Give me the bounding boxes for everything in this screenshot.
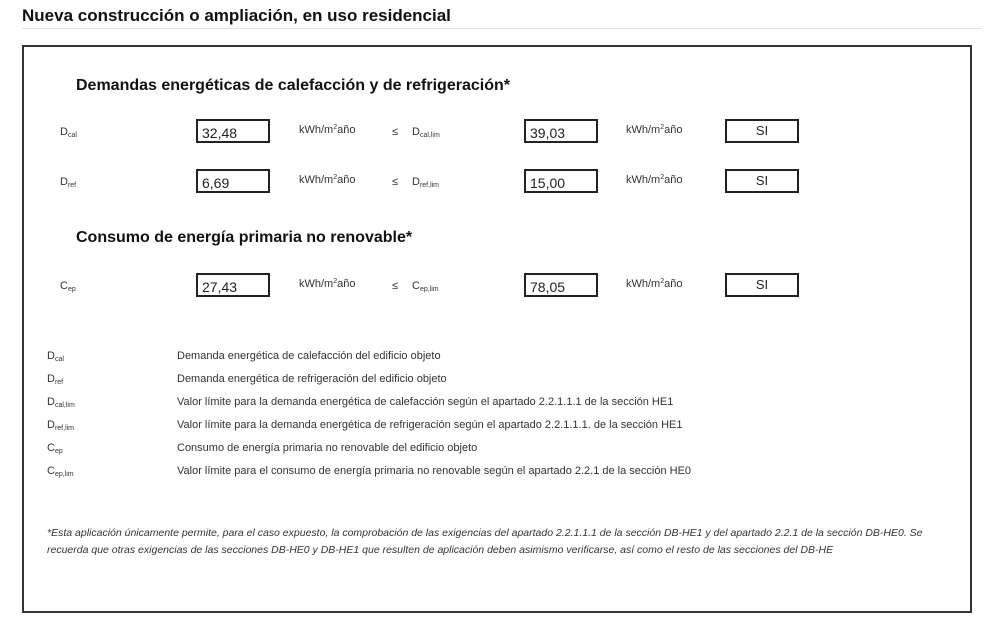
cep-value-field[interactable]: 27,43 bbox=[196, 273, 270, 297]
legend-description: Demanda energética de refrigeración del edificio objeto bbox=[177, 373, 447, 385]
cep-lim-symbol: $C_{ep,lim}$ bbox=[412, 280, 439, 293]
cep-unit: kWh/$m^2año$ bbox=[299, 278, 356, 290]
dcal-unit: kWh/$m^2año$ bbox=[299, 124, 356, 136]
demand-section-title: Demandas energéticas de calefacción y de refrigeración* bbox=[76, 77, 510, 94]
cep-lim-value-field[interactable]: 78,05 bbox=[524, 273, 598, 297]
dcal-leq-symbol: ≤ bbox=[392, 126, 399, 138]
cep-result-badge: SI bbox=[725, 273, 799, 297]
dcal-lim-symbol: $D_{cal,lim}$ bbox=[412, 126, 440, 139]
dref-unit: kWh/$m^2año$ bbox=[299, 174, 356, 186]
page-title: Nueva construcción o ampliación, en uso residencial bbox=[22, 6, 451, 25]
dref-value-field[interactable]: 6,69 bbox=[196, 169, 270, 193]
dref-result-badge: SI bbox=[725, 169, 799, 193]
legend-symbol: $D_{ref,lim}$ bbox=[47, 419, 75, 432]
consumption-section-title: Consumo de energía primaria no renovable* bbox=[76, 229, 413, 246]
legend-symbol: $D_{ref}$ bbox=[47, 373, 64, 386]
legend-symbol: $D_{cal}$ bbox=[47, 350, 64, 363]
footnote: *Esta aplicación únicamente permite, para el caso expuesto, la comprobación de las exigencias del apartado 2.2.1.1.1 de la sección DB-HE1 y del apartado 2.2.1 de la sección DB-HE0. Se recuerda que otras exigencias de las secciones DB-HE0 y DB-HE1 que resulten de aplicación deben asimismo verificarse, así como el resto de las secciones del DB-HE bbox=[47, 527, 923, 556]
dcal-value-field[interactable]: 32,48 bbox=[196, 119, 270, 143]
legend-symbol: $C_{ep,lim}$ bbox=[47, 465, 74, 478]
dref-leq-symbol: ≤ bbox=[392, 176, 399, 188]
legend-symbol: $D_{cal,lim}$ bbox=[47, 396, 75, 409]
legend-symbol: $C_{ep}$ bbox=[47, 442, 63, 455]
cep-symbol: $C_{ep}$ bbox=[60, 280, 76, 293]
title-divider bbox=[22, 28, 982, 29]
dref-lim-unit: kWh/$m^2año$ bbox=[626, 174, 683, 186]
legend-description: Valor límite para la demanda energética de refrigeración según el apartado 2.2.1.1.1. de la sección HE1 bbox=[177, 419, 683, 431]
dcal-symbol: $D_{cal}$ bbox=[60, 126, 77, 139]
legend-description: Valor límite para la demanda energética de calefacción según el apartado 2.2.1.1.1 de la sección HE1 bbox=[177, 396, 674, 408]
dcal-lim-unit: kWh/$m^2año$ bbox=[626, 124, 683, 136]
dref-lim-symbol: $D_{ref,lim}$ bbox=[412, 176, 440, 189]
cep-leq-symbol: ≤ bbox=[392, 280, 399, 292]
dref-symbol: $D_{ref}$ bbox=[60, 176, 77, 189]
cep-lim-unit: kWh/$m^2año$ bbox=[626, 278, 683, 290]
legend-description: Consumo de energía primaria no renovable del edificio objeto bbox=[177, 442, 478, 454]
dcal-result-badge: SI bbox=[725, 119, 799, 143]
legend-description: Valor límite para el consumo de energía primaria no renovable según el apartado 2.2.1 de la sección HE0 bbox=[177, 465, 692, 477]
legend-description: Demanda energética de calefacción del edificio objeto bbox=[177, 350, 441, 362]
dref-lim-value-field[interactable]: 15,00 bbox=[524, 169, 598, 193]
dcal-lim-value-field[interactable]: 39,03 bbox=[524, 119, 598, 143]
